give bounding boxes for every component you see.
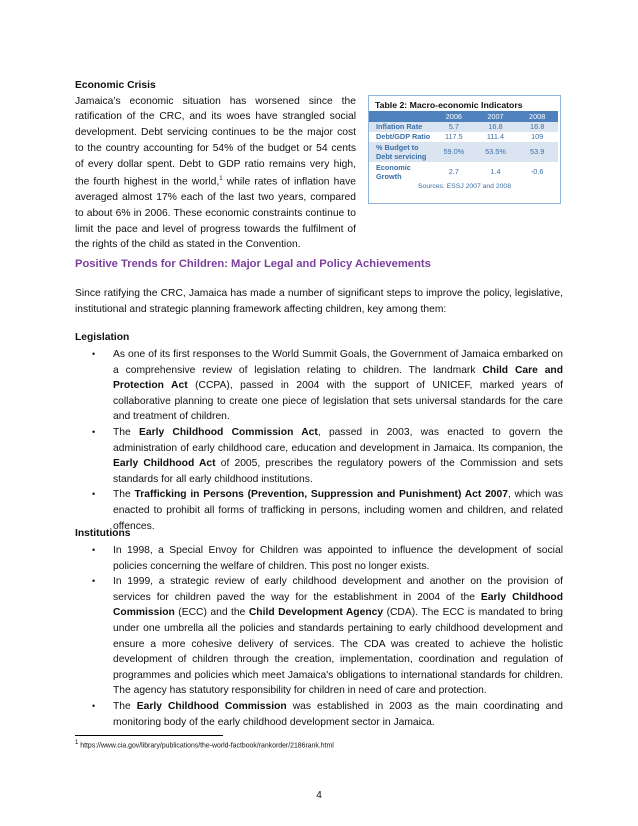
- table-cell: 111.4: [486, 132, 505, 142]
- table-cell: 5.7: [433, 122, 475, 132]
- row-label: % Budget to Debt servicing: [369, 142, 433, 162]
- row-label: Inflation Rate: [369, 122, 433, 132]
- table-title: Table 2: Macro-economic Indicators: [375, 100, 523, 110]
- footnote: [75, 740, 334, 749]
- legislation-heading: Legislation: [75, 332, 130, 343]
- footnote-number: 1: [75, 740, 79, 746]
- table-source: Sources: ESSJ 2007 and 2008: [418, 183, 511, 190]
- list-item: • In 1999, a strategic review of early childhood development and another on the provision of services for children paved the way for the establishment in 2004 of the Early Childhood Commission (ECC) and the Child Development Agency (CDA). The ECC is mandated to bring under one umbrella all the policies and standards pertaining to early childhood development and ensure a more cohesive delivery of services. The CDA was created to achieve the holistic development of children through the creation, implementation, coordination and regulation of programmes and policies which meet Jamaica's obligations to international standards for children. The agency has statutory responsibility for children in need of care and protection.: [92, 576, 564, 697]
- column-header: [369, 111, 433, 122]
- table-row: [369, 142, 558, 162]
- table-header-row: [369, 111, 558, 122]
- positive-trends-heading: Positive Trends for Children: Major Legal and Policy Achievements: [75, 258, 431, 270]
- economic-crisis-heading: Economic Crisis: [75, 80, 156, 91]
- list-item: • The Trafficking in Persons (Prevention, Suppression and Punishment) Act 2007, which was enacted to prohibit all forms of trafficking in persons, including women and children, and related offences.: [92, 489, 563, 532]
- institutions-list: [75, 543, 563, 730]
- footnote-ref[interactable]: 1: [219, 176, 223, 183]
- table-cell: 2.7: [448, 167, 459, 177]
- page-number: 4: [316, 790, 322, 801]
- indicators-table: [369, 111, 558, 182]
- footnote-link[interactable]: https://www.cia.gov/library/publications/the-world-factbook/rankorder/2186rank.html: [78, 742, 334, 750]
- list-item: • As one of its first responses to the World Summit Goals, the Government of Jamaica embarked on a comprehensive review of legislation relating to children. The landmark Child Care and Protection Act (CCPA), passed in 2004 with the support of UNICEF, marked years of collaborative planning to create one piece of legislation that sets universal standards for the care and treatment of children.: [92, 349, 563, 423]
- row-label: Debt/GDP Ratio: [376, 132, 431, 142]
- column-header: 2006: [433, 111, 475, 122]
- list-item: • The Early Childhood Commission Act, passed in 2003, was enacted to govern the administration of early childhood care, education and development in Jamaica. Its companion, the Early Childhood Act of 2005, prescribes the regulatory powers of the Commission and sets standards for all early childhood institutions.: [92, 426, 564, 485]
- table-cell: 109: [531, 132, 544, 142]
- table-cell: 117.5: [444, 132, 463, 142]
- table-cell: -0.6: [530, 167, 544, 177]
- positive-trends-intro: Since ratifying the CRC, Jamaica has made a number of significant steps to improve the policy, legislative, institutional and strategic planning framework affecting children, key among them:: [75, 288, 563, 315]
- bullet-icon: •: [92, 545, 96, 555]
- bullet-icon: •: [92, 489, 96, 500]
- footnote-divider: [75, 735, 223, 736]
- economic-crisis-section: [75, 78, 356, 253]
- table-cell: 1.4: [490, 167, 501, 177]
- macro-economic-table: [368, 95, 561, 204]
- table-row: [369, 122, 558, 132]
- table-cell: 16.8: [516, 122, 558, 132]
- institutions-heading: Institutions: [75, 528, 131, 539]
- column-header: 2008: [516, 111, 558, 122]
- table-cell: 16.8: [475, 122, 517, 132]
- legislation-list: [75, 347, 563, 534]
- row-label: Economic Growth: [376, 162, 411, 181]
- table-cell: 53.9: [516, 142, 558, 162]
- bullet-icon: •: [92, 426, 96, 437]
- economic-crisis-text: Jamaica’s economic situation has worsened since the ratification of the CRC, and its woes have strangled social development. Debt servicing continues to be the major cost to the country accounting for 54% of the budget or 54 cents of every dollar spent. Debt to GDP ratio remains very high, the fourth highest in the world,$^1$ while rates of inflation have averaged almost 17% each of the last two years, compared to about 6% in 2006. These economic constraints continue to limit the pace and level of progress towards the fulfilment of the rights of the child as stated in the Convention.: [75, 95, 356, 251]
- table-row: [369, 162, 558, 182]
- bullet-icon: •: [92, 700, 96, 711]
- column-header: 2007: [475, 111, 517, 122]
- table-cell: 59.0%: [433, 142, 475, 162]
- list-item: • The Early Childhood Commission was established in 2003 as the main coordinating and monitoring body of the early childhood development sector in Jamaica.: [92, 700, 563, 728]
- table-row: [369, 132, 558, 142]
- list-item: • In 1998, a Special Envoy for Children was appointed to influence the development of social policies concerning the welfare of children. This post no longer exists.: [92, 545, 563, 572]
- bullet-icon: •: [92, 349, 96, 359]
- table-cell: 53.5%: [475, 142, 517, 162]
- bullet-icon: •: [92, 576, 96, 587]
